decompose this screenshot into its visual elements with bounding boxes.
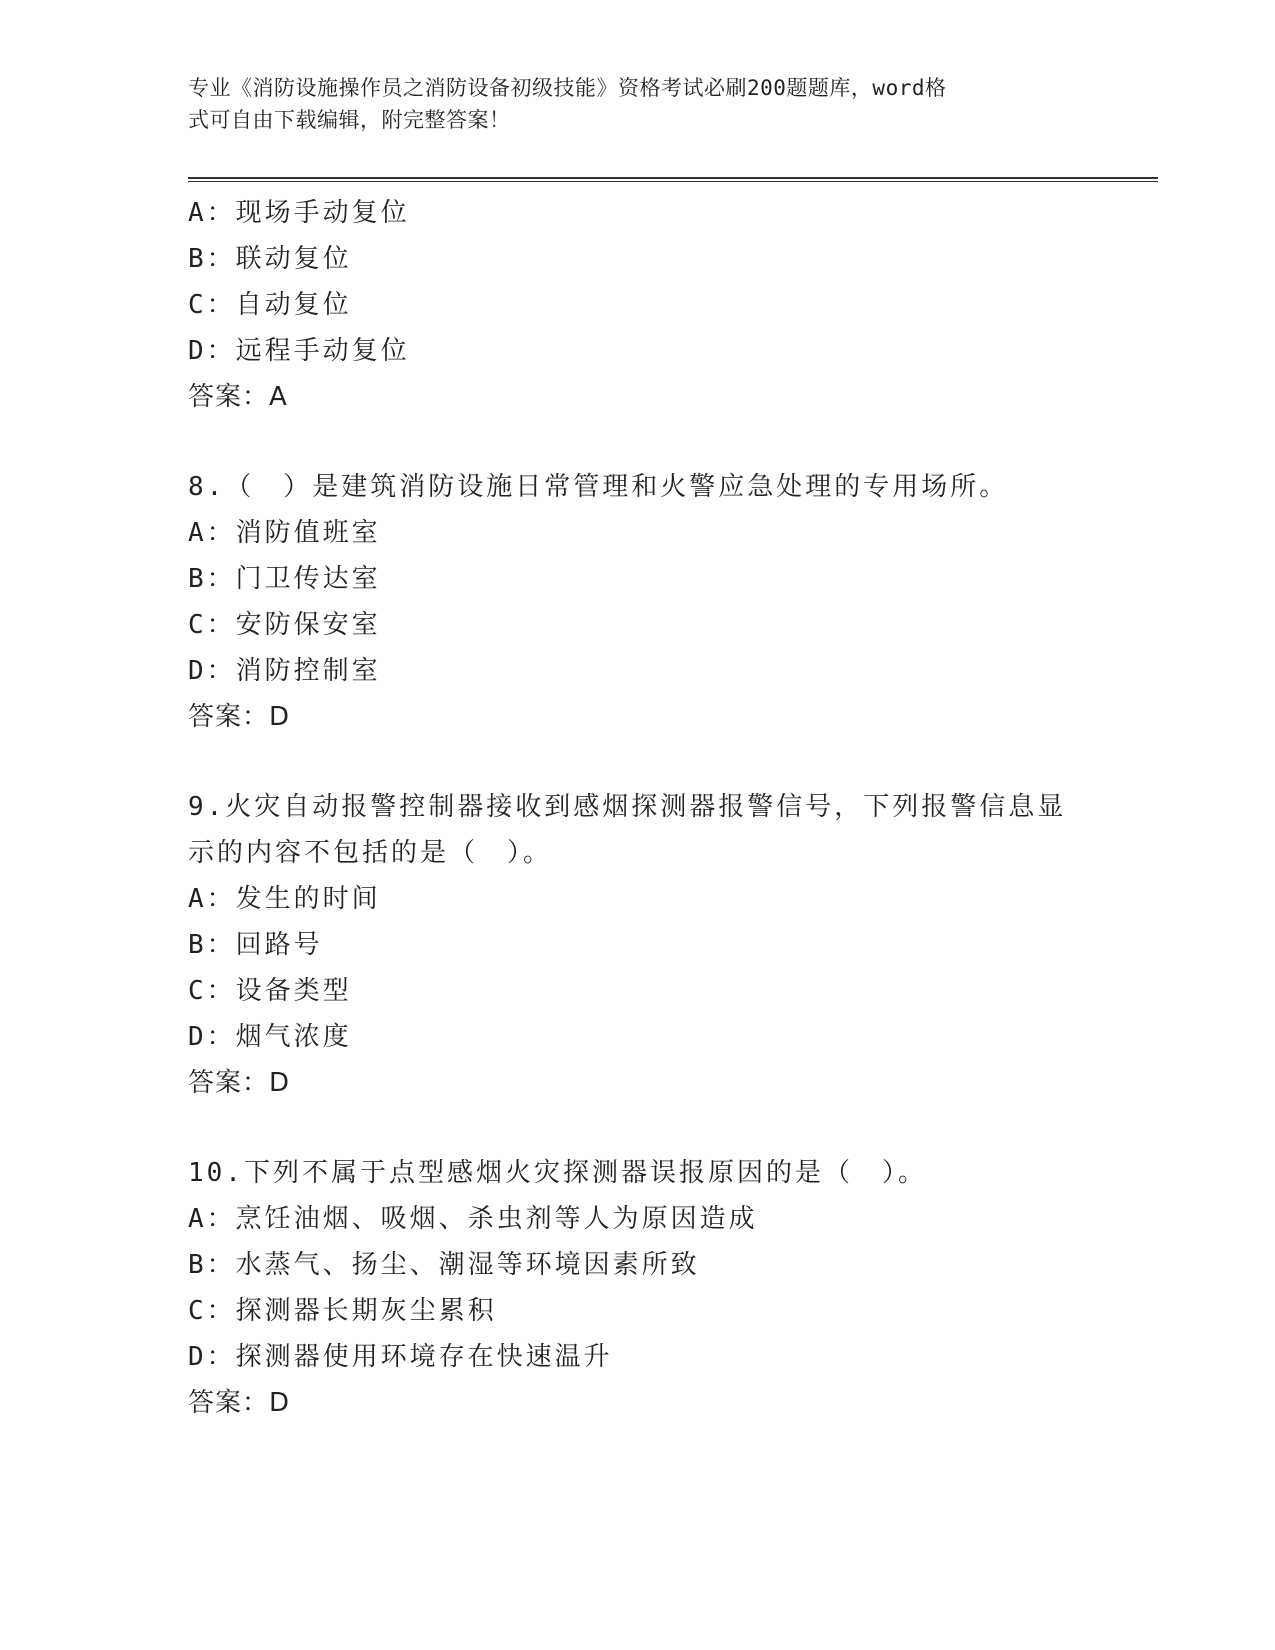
- option-b: B：门卫传达室: [188, 564, 381, 594]
- option-d: D：探测器使用环境存在快速温升: [188, 1342, 613, 1372]
- option-c: C：设备类型: [188, 976, 352, 1006]
- option-d: D：远程手动复位: [188, 336, 410, 366]
- header-title-line1: 专业《消防设施操作员之消防设备初级技能》资格考试必刷200题题库，word格: [188, 76, 947, 100]
- document-header: [188, 72, 1068, 136]
- option-d: D：烟气浓度: [188, 1022, 352, 1052]
- question-9: [188, 784, 1088, 1106]
- question-stem: 10.下列不属于点型感烟火灾探测器误报原因的是（ ）。: [188, 1158, 927, 1188]
- option-a: A：烹饪油烟、吸烟、杀虫剂等人为原因造成: [188, 1204, 758, 1234]
- spacer: [188, 1106, 1088, 1150]
- header-divider-thin: [188, 181, 1158, 182]
- option-b: B：水蒸气、扬尘、潮湿等环境因素所致: [188, 1250, 700, 1280]
- option-c: C：自动复位: [188, 290, 352, 320]
- answer: 答案：D: [188, 702, 291, 732]
- question-7: [188, 190, 1088, 420]
- question-8: [188, 464, 1088, 740]
- option-b: B：回路号: [188, 930, 323, 960]
- question-10: [188, 1150, 1088, 1426]
- option-c: C：探测器长期灰尘累积: [188, 1296, 497, 1326]
- option-a: A：发生的时间: [188, 884, 381, 914]
- header-divider-thick: [188, 177, 1158, 179]
- option-a: A：现场手动复位: [188, 198, 410, 228]
- spacer: [188, 420, 1088, 464]
- answer: 答案：D: [188, 1388, 291, 1418]
- question-list: [188, 190, 1088, 1426]
- answer: 答案：A: [188, 382, 288, 412]
- option-b: B：联动复位: [188, 244, 352, 274]
- question-stem-line1: 9.火灾自动报警控制器接收到感烟探测器报警信号，下列报警信息显: [188, 792, 1067, 822]
- option-d: D：消防控制室: [188, 656, 381, 686]
- question-stem-line2: 示的内容不包括的是（ ）。: [188, 838, 553, 868]
- option-a: A：消防值班室: [188, 518, 381, 548]
- question-stem: 8.（ ）是建筑消防设施日常管理和火警应急处理的专用场所。: [188, 472, 1009, 502]
- answer: 答案：D: [188, 1068, 291, 1098]
- spacer: [188, 740, 1088, 784]
- option-c: C：安防保安室: [188, 610, 381, 640]
- header-title-line2: 式可自由下载编辑，附完整答案！: [188, 108, 511, 132]
